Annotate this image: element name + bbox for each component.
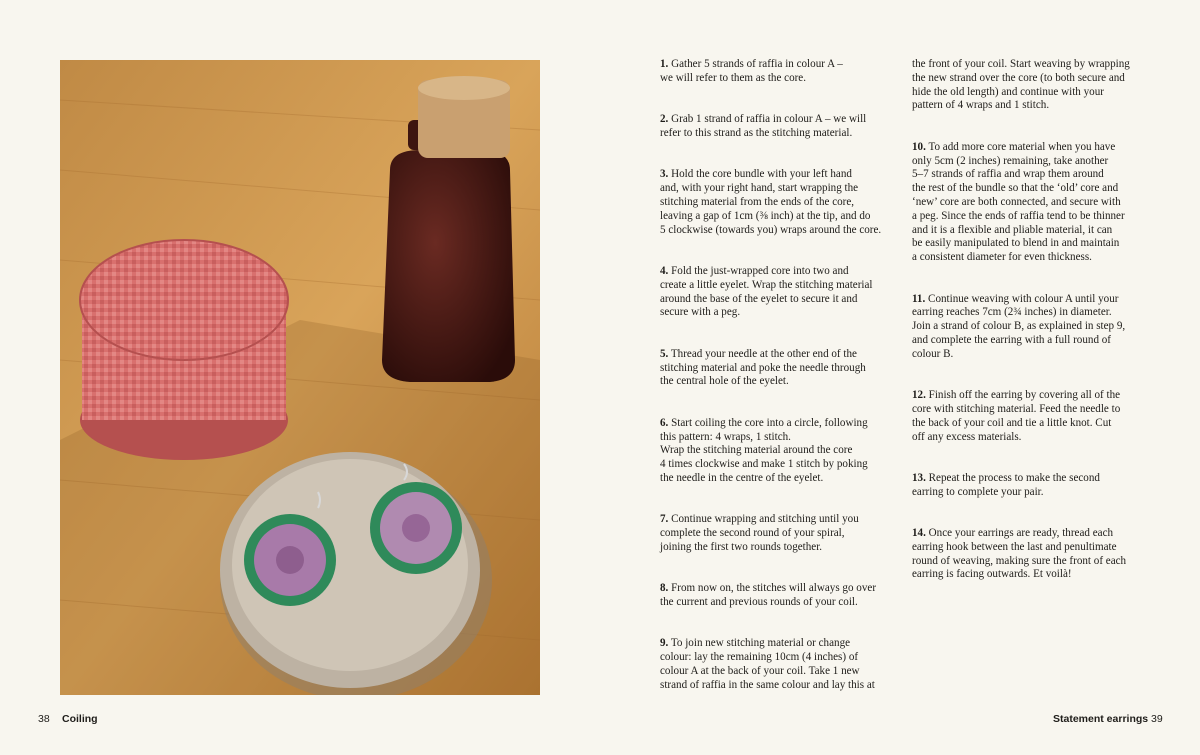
step-14 (912, 527, 1144, 582)
step-4 (660, 265, 892, 320)
step-2 (660, 113, 892, 141)
step-7 (660, 513, 892, 554)
step-number: 13. (912, 471, 926, 484)
step-number: 14. (912, 527, 926, 540)
step-text: To add more core material when you have only 5cm (2 inches) remaining, take another 5–7 strands of raffia and wrap them around the rest of the bundle so that the ‘old’ core and ‘new’ core are both connected, and secure with a peg. Since the ends of raffia tend to be thinner and it is a flexible and pliable material, it can be easily manipulated to blend in and maintain a consistent diameter for even thickness. (912, 140, 1125, 264)
step-number: 10. (912, 140, 926, 153)
page-number-left: 38 (38, 713, 50, 725)
chapter-title: Coiling (62, 713, 98, 725)
page-number-right: 39 (1151, 713, 1163, 725)
instructions-column-left (660, 58, 892, 720)
step-number: 6. (660, 416, 669, 429)
step-8 (660, 582, 892, 610)
step-6 (660, 417, 892, 486)
step-11 (912, 293, 1144, 362)
step-number: 1. (660, 58, 669, 70)
step-number: 2. (660, 113, 669, 126)
instructions-column-right (912, 58, 1144, 610)
step-3 (660, 168, 892, 237)
step-number: 7. (660, 513, 669, 526)
step-text: Hold the core bundle with your left hand and, with your right hand, start wrapping the stitching material from the ends of the core, leaving a gap of 1cm (⅜ inch) at the tip, and do 5 clockwise (towards you) wraps around the core. (660, 168, 882, 236)
step-number: 4. (660, 264, 669, 277)
step-13 (912, 472, 1144, 500)
step-number: 5. (660, 347, 669, 360)
step-text: Finish off the earring by covering all of the core with stitching material. Feed the needle to the back of your coil and tie a little knot. Cut off any excess materials. (912, 389, 1121, 443)
step-text: Start coiling the core into a circle, following this pattern: 4 wraps, 1 stitch. Wrap the stitching material around the core 4 times clockwise and make 1 stitch by poking the needle in the centre of the eyelet. (660, 416, 868, 484)
step-12 (912, 389, 1144, 444)
step-10 (912, 141, 1144, 265)
step-number: 9. (660, 637, 669, 650)
step-text: Repeat the process to make the second earring to complete your pair. (912, 471, 1100, 498)
step-text: From now on, the stitches will always go over the current and previous rounds of your coil. (660, 582, 877, 609)
step-9 (660, 637, 892, 692)
step-5 (660, 348, 892, 389)
photo-illustration (60, 60, 540, 695)
step-text: Fold the just-wrapped core into two and create a little eyelet. Wrap the stitching material around the base of the eyelet to secure it and secure with a peg. (660, 264, 873, 319)
step-number: 11. (912, 292, 926, 305)
section-title: Statement earrings (1053, 713, 1149, 725)
step-text: the front of your coil. Start weaving by wrapping the new strand over the core (to both secure and hide the old length) and continue with your pattern of 4 wraps and 1 stitch. (912, 58, 1130, 112)
step-text: Thread your needle at the other end of the stitching material and poke the needle through the central hole of the eyelet. (660, 347, 866, 388)
step-text: To join new stitching material or change colour: lay the remaining 10cm (4 inches) of colour A at the back of your coil. Take 1 new strand of raffia in the same colour and lay this at (660, 637, 875, 691)
step-number: 8. (660, 582, 669, 595)
step-text: Grab 1 strand of raffia in colour A – we will refer to this strand as the stitching material. (660, 113, 867, 139)
step-number: 3. (660, 168, 669, 181)
step-number: 12. (912, 389, 926, 402)
step-text: Once your earrings are ready, thread each earring hook between the last and penultimate round of weaving, making sure the front of each earring is facing outwards. Et voilà! (912, 527, 1127, 581)
step-1 (660, 58, 892, 86)
step-text: Continue weaving with colour A until your earring reaches 7cm (2¾ inches) in diameter. Join a strand of colour B, as explained in step 9, and complete the earring with a full round of colour B. (912, 292, 1126, 360)
step-text: Gather 5 strands of raffia in colour A – we will refer to them as the core. (660, 58, 843, 84)
step-9-continued (912, 58, 1144, 113)
step-text: Continue wrapping and stitching until you complete the second round of your spiral, joining the first two rounds together. (660, 513, 859, 553)
photo-basket-bottle-earrings (60, 60, 540, 695)
